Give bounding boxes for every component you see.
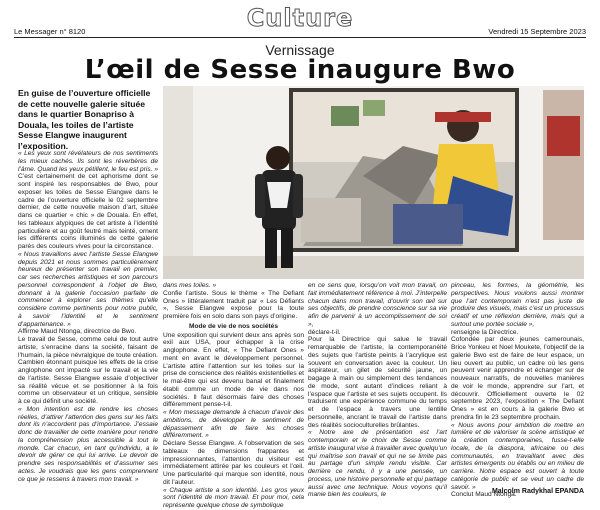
- exhibition-photo: [163, 86, 584, 279]
- article-paragraph: « Les yeux sont révélateurs de nos sentiments les mieux cachés. Ils sont les réverbères de l’âme. Quand les yeux pétillent, le feu est pris. »: [18, 150, 159, 173]
- masthead-rule: [14, 37, 586, 38]
- byline: Malcolm Radykhal EPANDA: [491, 488, 584, 495]
- article-paragraph: déclare-t-il.: [308, 328, 341, 336]
- article-paragraph: C’est certainement de cet aphorisme dont se sont inspiré les responsables de Bwo, pour exposer les toiles de Sesse Elangwe dans le cadre de l’ouverture officielle le 02 septembre dernier, de cette nouvelle maison d’art, située dans ce quartier « chic » de Douala. En effet, les tableaux atypiques de cet artiste à l’identité particulière et au goût feutré mais teinté, ornent les différents coins illuminés de cette galerie parés des couleurs vives pour la circonstance.: [18, 173, 158, 250]
- issue-date: Vendredi 15 Septembre 2023: [488, 27, 586, 36]
- photo-illustration: [163, 86, 584, 279]
- article-paragraph: Conclut Maud Ntonga.: [451, 491, 517, 499]
- kicker: Vernissage: [265, 42, 335, 58]
- paper-issue: Le Messager n° 8120: [14, 27, 86, 36]
- article-paragraph: « Mon intention est de rendre les choses réelles, d’attirer l’attention des gens sur les faits dont ils n’accordent pas d’importance. J’essaie donc de travailler de cette manière pour rendre la compréhension plus accessible à tout le monde. Car chacun, en tant qu’individu, a le devoir de gérer ce qui lui arrive. Le devoir de prendre ses responsabilités et d’assumer ses actes. Je voudrais que les gens comprennent ce que je ressens à travers mon travail. »: [18, 405, 158, 483]
- article-paragraph: Déclare Sesse Elangwe. A l’observation de ses tableaux de dimensions frappantes et impressionnantes, l’attention du visiteur est immédiatement attirée par les couleurs et l’œil. Une particularité qui marque son identité, nous dit l’auteur.: [163, 440, 304, 486]
- article-paragraph: Confie l’artiste. Sous le thème « The Defiant Ones » littéralement traduit par « Les Défiants », Sesse Elangwe expose pour la toute première fois en solo dans son pays d’origine.: [163, 289, 304, 320]
- section-rubric: Culture: [246, 4, 354, 32]
- article-paragraph: Pour la Directrice qui salue le travail remarquable de l’artiste, la contemporanéité des sujets que l’artiste peints à l’acrylique est souvent en conversation avec la couleur. Un aspirateur, un gilet de sécurité jaune, un bagage à main ou simplement des tendances de mode, sont autant d’indices reliant à l’espace que l’artiste et ses sujets occupent. Ils traduisent une expérience commune du temps et de l’espace à travers une lentille personnelle, ancrant le travail de l’artiste dans des réalités socioculturelles brûlantes.: [308, 336, 447, 429]
- article-column-1: [18, 150, 158, 506]
- subheading: Mode de vie de nos sociétés: [188, 322, 279, 330]
- article-column-3: [308, 282, 447, 504]
- article-paragraph: pinceau, les formes, la géométrie, les perspectives. Nous voulons aussi montrer que l’art contemporain n’est pas juste de produire des visuels, mais c’est un processus créatif et une réflexion derrière, mais qui a surtout une portée sociale »,: [451, 282, 584, 328]
- article-paragraph: « Nous travaillons avec l’artiste Sesse Elangwe depuis 2021 et nous sommes particulièrement heureux de présenter son travail en premier, car ses recherches artistiques et son parcours personnel correspondent à l’objet de Bwo, donnant à la galerie l’occasion parfaite de commencer à explorer ses thèmes qu’elle considère comme pertinents pour notre public, à savoir l’identité et le sentiment d’appartenance. »: [18, 250, 158, 328]
- article-paragraph: Cofondée par deux jeunes camerounais, Brice Yonkeu et Noel Moukete, l’objectif de la galerie Bwo est de faire de leur espace, un lieu ouvert au public, un cadre où les gens peuvent venir apprendre et échanger sur de nouveaux narratifs, de nouvelles manières de voir le monde, apprendre sur l’art, et découvrir. Officiellement ouverte le 02 septembre 2023, l’exposition « The Defiant Ones » est en cours à la galerie Bwo et prendra fin le 23 septembre prochain.: [451, 336, 584, 421]
- lede: En guise de l’ouverture officielle de cette nouvelle galerie située dans le quartier Bonapriso à Douala, les toiles de l’artiste Sesse Elangwe inaugurent l’exposition.: [18, 88, 151, 151]
- article-paragraph: Une exposition qui survient deux ans après son exil aux USA, pour échapper à la crise anglophone. En effet, « The Defiant Ones » ment en avant le développement personnel. L’artiste attire l’attention sur les toiles sur la prise de conscience des réalités existentielles et le mal-être qui est devenu banal et finalement établi comme un mode de vie dans nos sociétés. Il faut désormais faire des choses différemment pense-t-il.: [163, 331, 304, 409]
- article-paragraph: « Nous avons pour ambition de mettre en lumière et de valoriser la scène artistique et la création contemporaines, fusse-t-elle locale, de la diaspora, africaine ou des communautés, en travaillant avec des artistes émergents ou établis ou en milieu de carrière. Notre espace est ouvert à toute catégorie de public et se veut un cadre de savoir. »: [451, 421, 584, 491]
- article-paragraph: Affirme Maud Ntonga, directrice de Bwo.: [18, 328, 137, 336]
- article-paragraph: « Notre axe de présentation est l’art contemporain et le choix de Sesse comme artiste inaugural vise à travailler avec quelqu’un qui maîtrise son travail et qui ne se limite pas au partage d’un simple rendu visible. Car derrière ce rendu, il y a une pensée, un process, une histoire personnelle et qui partage aussi avec une technique. Nous voyons qu’il manie bien les couleurs, le: [308, 429, 447, 499]
- article-paragraph: « Mon message demande à chacun d’avoir des ambitions, de développer le sentiment de dépassement afin de faire les choses différemment. »: [163, 409, 304, 440]
- headline: L’œil de Sesse inaugure Bwo: [84, 55, 516, 85]
- article-paragraph: Le travail de Sesse, comme celui de tout autre artiste, s’enracine dans la société, faisant de l’humain, la pièce névralgique de toute création. Cambien étonnant puisque les effets de la crise anglophone ont impacté sur le travail et la vie de l’artiste. Sesse Elangwe essaie d’objectiver sa réalité vécue et se positionner à la fois comme un observateur et un critique, sensible à ce qui définit une société.: [18, 336, 158, 405]
- article-paragraph: renseigne la Directrice.: [451, 328, 519, 336]
- article-column-2: [163, 282, 304, 509]
- article-paragraph: « Chaque artiste a son identité. Les gros yeux sont l’identité de mon travail. Et pour moi, cela représente quelque chose de symbolique: [163, 486, 304, 509]
- article-paragraph: dans mes toiles. »: [163, 282, 217, 289]
- article-paragraph: en ce sens que, lorsqu’on voit mon travail, on fait immédiatement référence à moi. J’interpelle chacun dans mon travail, d’ouvrir son œil sur ses objectifs, de prendre conscience sur sa vie afin de parvenir à un accomplissement de soi »,: [308, 282, 447, 328]
